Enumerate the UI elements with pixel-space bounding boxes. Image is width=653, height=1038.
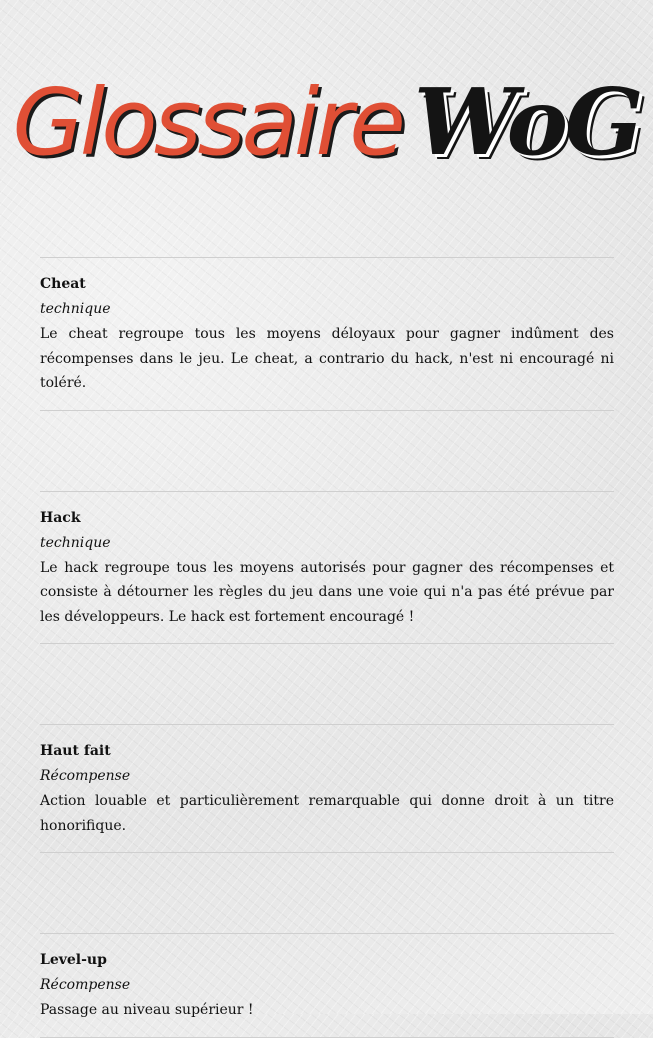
glossary-entry-level-up bbox=[40, 933, 614, 1038]
entry-term: Haut fait bbox=[40, 743, 111, 759]
glossary-entry-haut-fait bbox=[40, 724, 614, 853]
logo-title-glossaire: Glossaire bbox=[12, 69, 402, 176]
entry-definition: Le hack regroupe tous les moyens autorisés pour gagner des récompenses et consiste à détourner les règles du jeu dans une voie qui n'a pas été prévue par les développeurs. Le hack est fortement encouragé ! bbox=[40, 559, 614, 625]
entry-definition: Le cheat regroupe tous les moyens déloyaux pour gagner indûment des récompenses dans le jeu. Le cheat, a contrario du hack, n'est ni encouragé ni toléré. bbox=[40, 326, 614, 391]
logo-title-wog: WoG bbox=[413, 68, 641, 176]
glossary-list bbox=[40, 257, 614, 1038]
entry-term: Hack bbox=[40, 509, 81, 526]
entry-term: Level-up bbox=[40, 952, 107, 968]
entry-category: technique bbox=[40, 534, 111, 551]
glossary-entry-hack bbox=[40, 491, 614, 645]
glossary-entry-cheat bbox=[40, 257, 614, 411]
site-logo bbox=[0, 68, 653, 176]
entry-category: technique bbox=[40, 301, 111, 317]
entry-category: Récompense bbox=[40, 768, 131, 784]
entry-term: Cheat bbox=[40, 276, 86, 292]
entry-category: Récompense bbox=[40, 977, 131, 993]
entry-definition: Action louable et particulièrement remarquable qui donne droit à un titre honorifique. bbox=[40, 793, 614, 834]
entry-definition: Passage au niveau supérieur ! bbox=[40, 1002, 254, 1018]
